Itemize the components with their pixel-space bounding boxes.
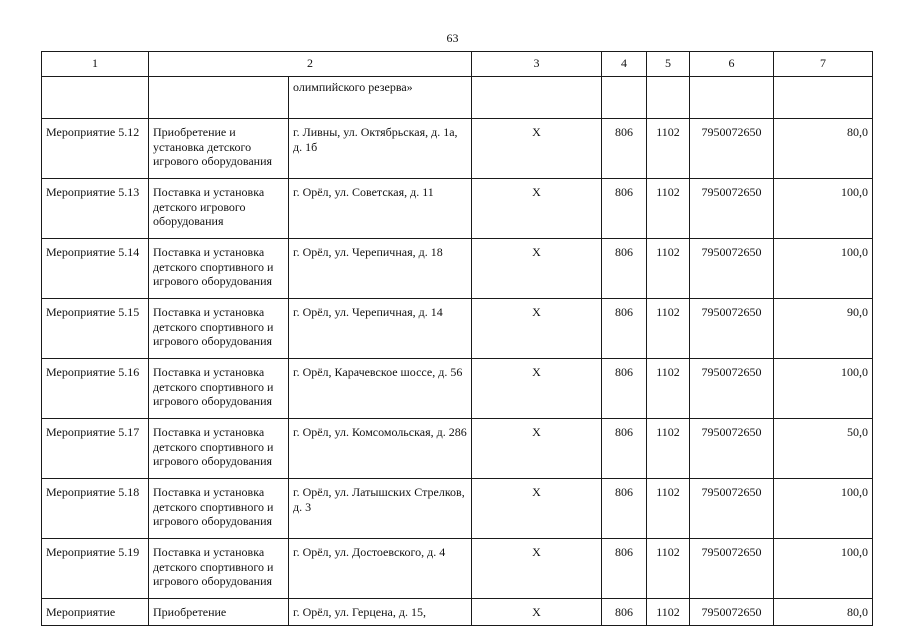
col7-cell: 80,0 (774, 599, 873, 626)
description-cell (149, 77, 289, 119)
col5-cell: 1102 (647, 539, 690, 599)
col7-cell: 80,0 (774, 119, 873, 179)
col3-cell: X (472, 299, 602, 359)
column-number-row (42, 52, 873, 77)
description-cell: Поставка и установка детского спортивного и игрового оборудования (149, 479, 289, 539)
col7-cell: 100,0 (774, 479, 873, 539)
event-cell: Мероприятие 5.16 (42, 359, 149, 419)
col7-cell: 90,0 (774, 299, 873, 359)
col7-cell: 50,0 (774, 419, 873, 479)
table-row (42, 119, 873, 179)
address-cell: олимпийского резерва» (289, 77, 472, 119)
event-cell: Мероприятие 5.12 (42, 119, 149, 179)
address-cell: г. Орёл, ул. Герцена, д. 15, (289, 599, 472, 626)
address-cell: г. Орёл, ул. Достоевского, д. 4 (289, 539, 472, 599)
column-header-2: 2 (149, 52, 472, 77)
table-row (42, 479, 873, 539)
col6-cell: 7950072650 (690, 359, 774, 419)
col6-cell: 7950072650 (690, 539, 774, 599)
col6-cell: 7950072650 (690, 119, 774, 179)
col6-cell: 7950072650 (690, 299, 774, 359)
table-row (42, 359, 873, 419)
column-header-6: 6 (690, 52, 774, 77)
col3-cell (472, 77, 602, 119)
col7-cell: 100,0 (774, 239, 873, 299)
col5-cell: 1102 (647, 479, 690, 539)
col4-cell (602, 77, 647, 119)
address-cell: г. Орёл, Карачевское шоссе, д. 56 (289, 359, 472, 419)
column-header-1: 1 (42, 52, 149, 77)
col4-cell: 806 (602, 359, 647, 419)
table-row (42, 239, 873, 299)
col3-cell: X (472, 119, 602, 179)
col3-cell: X (472, 419, 602, 479)
description-cell: Поставка и установка детского спортивного и игрового оборудования (149, 539, 289, 599)
event-cell: Мероприятие 5.18 (42, 479, 149, 539)
col3-cell: X (472, 599, 602, 626)
col4-cell: 806 (602, 599, 647, 626)
col4-cell: 806 (602, 239, 647, 299)
description-cell: Поставка и установка детского спортивного и игрового оборудования (149, 419, 289, 479)
col4-cell: 806 (602, 479, 647, 539)
event-cell: Мероприятие 5.19 (42, 539, 149, 599)
table-row (42, 599, 873, 626)
description-cell: Приобретение и установка детского игрового оборудования (149, 119, 289, 179)
col3-cell: X (472, 179, 602, 239)
page-number: 63 (446, 31, 459, 45)
col6-cell: 7950072650 (690, 179, 774, 239)
col6-cell: 7950072650 (690, 599, 774, 626)
col5-cell (647, 77, 690, 119)
col5-cell: 1102 (647, 419, 690, 479)
description-cell: Поставка и установка детского спортивного и игрового оборудования (149, 299, 289, 359)
address-cell: г. Орёл, ул. Черепичная, д. 14 (289, 299, 472, 359)
event-cell: Мероприятие 5.14 (42, 239, 149, 299)
col5-cell: 1102 (647, 119, 690, 179)
continuation-row (42, 77, 873, 119)
event-cell: Мероприятие 5.15 (42, 299, 149, 359)
table-row (42, 419, 873, 479)
event-cell: Мероприятие 5.17 (42, 419, 149, 479)
table-row (42, 539, 873, 599)
address-cell: г. Орёл, ул. Комсомольская, д. 286 (289, 419, 472, 479)
description-cell: Поставка и установка детского игрового оборудования (149, 179, 289, 239)
col6-cell: 7950072650 (690, 419, 774, 479)
col6-cell (690, 77, 774, 119)
column-header-4: 4 (602, 52, 647, 77)
budget-table (41, 51, 873, 626)
col7-cell (774, 77, 873, 119)
event-cell: Мероприятие 5.13 (42, 179, 149, 239)
col4-cell: 806 (602, 539, 647, 599)
column-header-7: 7 (774, 52, 873, 77)
address-cell: г. Орёл, ул. Советская, д. 11 (289, 179, 472, 239)
event-cell (42, 77, 149, 119)
col4-cell: 806 (602, 419, 647, 479)
address-cell: г. Ливны, ул. Октябрьская, д. 1а, д. 1б (289, 119, 472, 179)
col7-cell: 100,0 (774, 359, 873, 419)
description-cell: Поставка и установка детского спортивного и игрового оборудования (149, 359, 289, 419)
col3-cell: X (472, 539, 602, 599)
column-header-5: 5 (647, 52, 690, 77)
table-row (42, 299, 873, 359)
col3-cell: X (472, 479, 602, 539)
table-body (42, 77, 873, 626)
col4-cell: 806 (602, 179, 647, 239)
col6-cell: 7950072650 (690, 479, 774, 539)
address-cell: г. Орёл, ул. Черепичная, д. 18 (289, 239, 472, 299)
col4-cell: 806 (602, 119, 647, 179)
table-row (42, 179, 873, 239)
col5-cell: 1102 (647, 359, 690, 419)
address-cell: г. Орёл, ул. Латышских Стрелков, д. 3 (289, 479, 472, 539)
col5-cell: 1102 (647, 599, 690, 626)
col6-cell: 7950072650 (690, 239, 774, 299)
col7-cell: 100,0 (774, 539, 873, 599)
col7-cell: 100,0 (774, 179, 873, 239)
table-header (42, 52, 873, 77)
column-header-3: 3 (472, 52, 602, 77)
col5-cell: 1102 (647, 179, 690, 239)
col5-cell: 1102 (647, 239, 690, 299)
col5-cell: 1102 (647, 299, 690, 359)
col3-cell: X (472, 359, 602, 419)
col4-cell: 806 (602, 299, 647, 359)
col3-cell: X (472, 239, 602, 299)
description-cell: Приобретение (149, 599, 289, 626)
description-cell: Поставка и установка детского спортивного и игрового оборудования (149, 239, 289, 299)
event-cell: Мероприятие (42, 599, 149, 626)
